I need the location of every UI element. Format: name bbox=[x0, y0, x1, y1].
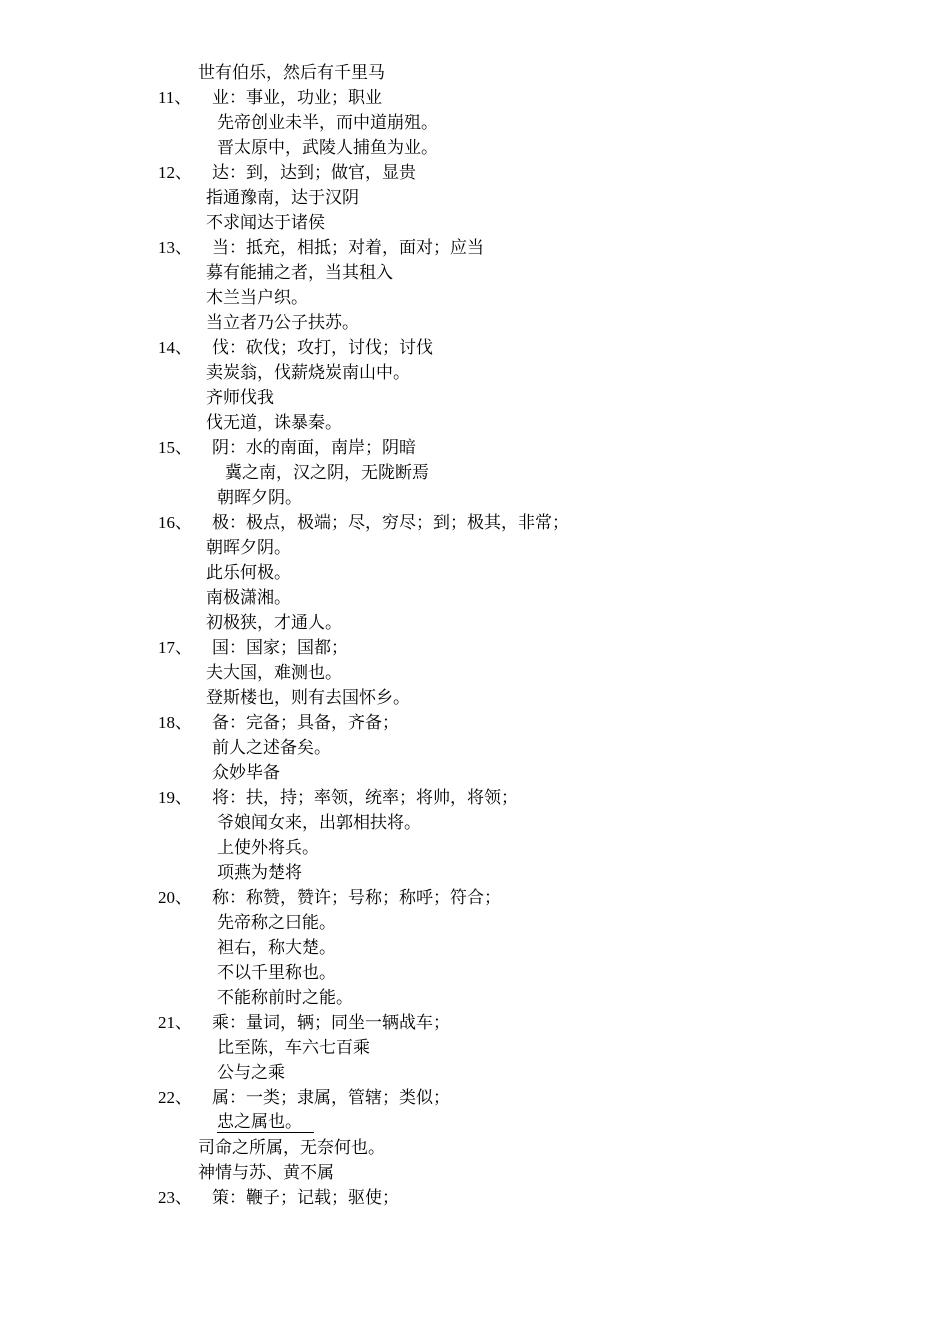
item-number: 18、 bbox=[158, 713, 192, 732]
entry-heading: 当：抵充，相抵；对着，面对；应当 bbox=[212, 238, 484, 258]
example-line: 先帝称之曰能。 bbox=[217, 913, 336, 933]
example-line: 当立者乃公子扶苏。 bbox=[206, 313, 359, 333]
example-line: 袒右，称大楚。 bbox=[217, 938, 336, 958]
example-line: 齐师伐我 bbox=[206, 388, 274, 408]
entry-heading: 称：称赞，赞许；号称；称呼；符合； bbox=[212, 888, 501, 908]
example-line: 司命之所属，无奈何也。 bbox=[198, 1138, 385, 1158]
example-line: 木兰当户织。 bbox=[206, 288, 308, 308]
example-line: 朝晖夕阴。 bbox=[206, 538, 291, 558]
item-number: 21、 bbox=[158, 1013, 192, 1032]
example-line: 指通豫南，达于汉阴 bbox=[206, 188, 359, 208]
example-line: 初极狭，才通人。 bbox=[206, 613, 342, 633]
example-line: 冀之南，汉之阴，无陇断焉 bbox=[225, 463, 429, 483]
entry-heading: 乘：量词，辆；同坐一辆战车； bbox=[212, 1013, 450, 1033]
example-line: 伐无道，诛暴秦。 bbox=[206, 413, 342, 433]
item-number: 23、 bbox=[158, 1188, 192, 1207]
item-number: 12、 bbox=[158, 163, 192, 182]
example-line: 不能称前时之能。 bbox=[217, 988, 353, 1008]
example-line: 南极潇湘。 bbox=[206, 588, 291, 608]
text-line: 世有伯乐，然后有千里马 bbox=[198, 63, 385, 83]
item-number: 15、 bbox=[158, 438, 192, 457]
example-line: 项燕为楚将 bbox=[217, 863, 302, 883]
entry-heading: 将：扶，持；率领，统率；将帅，将领； bbox=[212, 788, 518, 808]
example-line: 卖炭翁，伐薪烧炭南山中。 bbox=[206, 363, 410, 383]
example-line: 夫大国，难测也。 bbox=[206, 663, 342, 683]
example-line: 晋太原中，武陵人捕鱼为业。 bbox=[217, 138, 438, 158]
item-number: 20、 bbox=[158, 888, 192, 907]
entry-heading: 国：国家；国都； bbox=[212, 638, 348, 658]
item-number: 22、 bbox=[158, 1088, 192, 1107]
entry-heading: 伐：砍伐；攻打，讨伐；讨伐 bbox=[212, 338, 433, 358]
entry-heading: 阴：水的南面，南岸；阴暗 bbox=[212, 438, 416, 458]
item-number: 17、 bbox=[158, 638, 192, 657]
entry-heading: 极：极点，极端；尽，穷尽；到；极其，非常； bbox=[212, 513, 569, 533]
example-line: 比至陈，车六七百乘 bbox=[217, 1038, 370, 1058]
example-line: 不以千里称也。 bbox=[217, 963, 336, 983]
entry-heading: 业：事业，功业；职业 bbox=[212, 88, 382, 108]
entry-heading: 达：到，达到；做官，显贵 bbox=[212, 163, 416, 183]
item-number: 14、 bbox=[158, 338, 192, 357]
example-line: 众妙毕备 bbox=[212, 763, 280, 783]
item-number: 13、 bbox=[158, 238, 192, 257]
example-line: 不求闻达于诸侯 bbox=[206, 213, 325, 233]
example-line: 爷娘闻女来，出郭相扶将。 bbox=[217, 813, 421, 833]
example-line: 此乐何极。 bbox=[206, 563, 291, 583]
example-line: 公与之乘 bbox=[217, 1063, 285, 1083]
entry-heading: 策：鞭子；记载；驱使； bbox=[212, 1188, 399, 1208]
example-line: 先帝创业未半，而中道崩殂。 bbox=[217, 113, 438, 133]
entry-heading: 属：一类；隶属，管辖；类似； bbox=[212, 1088, 450, 1108]
entry-heading: 备：完备；具备，齐备； bbox=[212, 713, 399, 733]
example-line: 募有能捕之者，当其租入 bbox=[206, 263, 393, 283]
example-line: 上使外将兵。 bbox=[217, 838, 319, 858]
underlined-example-line: 忠之属也。 bbox=[217, 1112, 314, 1133]
example-line: 神情与苏、黄不属 bbox=[198, 1163, 334, 1183]
example-line: 登斯楼也，则有去国怀乡。 bbox=[206, 688, 410, 708]
item-number: 11、 bbox=[158, 88, 192, 107]
item-number: 19、 bbox=[158, 788, 192, 807]
item-number: 16、 bbox=[158, 513, 192, 532]
example-line: 前人之述备矣。 bbox=[212, 738, 331, 758]
example-line: 朝晖夕阴。 bbox=[217, 488, 302, 508]
